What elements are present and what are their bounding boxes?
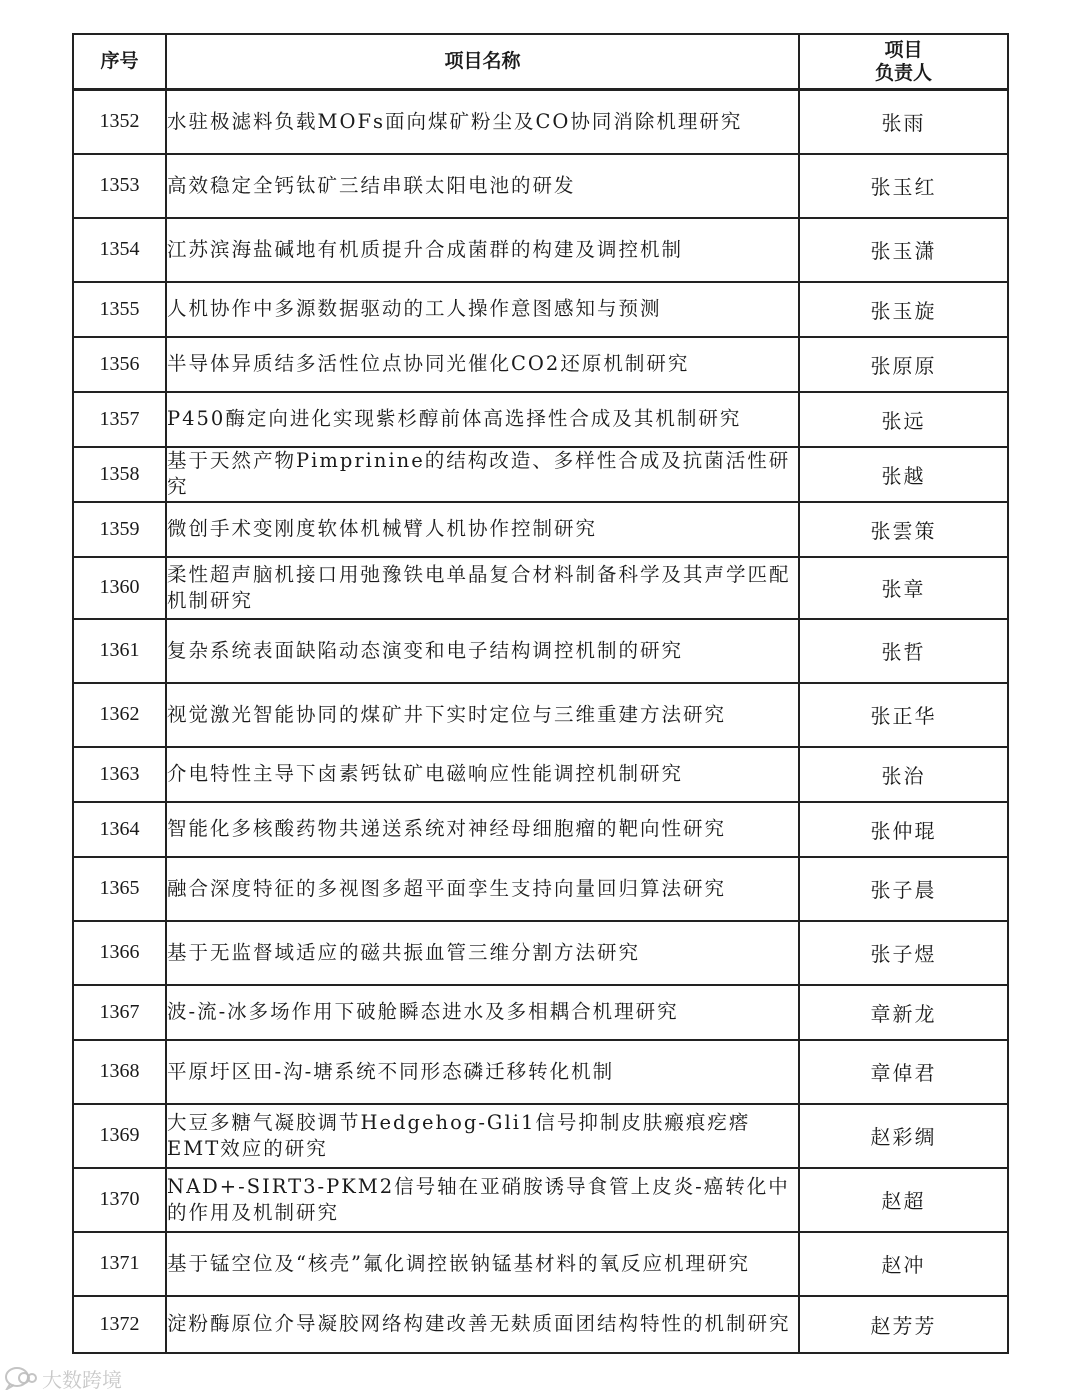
header-leader [799,34,1008,90]
table-row [73,447,1008,502]
project-name: 基于无监督域适应的磁共振血管三维分割方法研究 [166,921,799,985]
project-name: 复杂系统表面缺陷动态演变和电子结构调控机制的研究 [166,619,799,683]
project-name: P450酶定向进化实现紫杉醇前体高选择性合成及其机制研究 [166,392,799,447]
project-leader: 张子晨 [799,857,1008,921]
table-row [73,557,1008,619]
table-row [73,921,1008,985]
header-row [73,34,1008,90]
project-leader: 张雨 [799,90,1008,154]
header-leader-line1: 项目 [884,38,923,61]
project-leader: 张哲 [799,619,1008,683]
project-name: 平原圩区田-沟-塘系统不同形态磷迁移转化机制 [166,1040,799,1104]
row-number: 1370 [73,1168,166,1232]
project-leader: 张正华 [799,683,1008,747]
table-body [73,90,1008,1353]
row-number: 1363 [73,747,166,802]
project-name: 柔性超声脑机接口用弛豫铁电单晶复合材料制备科学及其声学匹配机制研究 [166,557,799,619]
project-name: 视觉激光智能协同的煤矿井下实时定位与三维重建方法研究 [166,683,799,747]
project-name: 基于锰空位及“核壳”氟化调控嵌钠锰基材料的氧反应机理研究 [166,1232,799,1296]
row-number: 1372 [73,1296,166,1353]
project-name: 人机协作中多源数据驱动的工人操作意图感知与预测 [166,282,799,337]
row-number: 1357 [73,392,166,447]
project-name: 淀粉酶原位介导凝胶网络构建改善无麸质面团结构特性的机制研究 [166,1296,799,1353]
project-leader: 赵芳芳 [799,1296,1008,1353]
row-number: 1356 [73,337,166,392]
table-row [73,747,1008,802]
project-leader: 赵冲 [799,1232,1008,1296]
table-row [73,619,1008,683]
header-project-name: 项目名称 [166,34,799,90]
table-row [73,337,1008,392]
row-number: 1371 [73,1232,166,1296]
row-number: 1360 [73,557,166,619]
project-leader: 张越 [799,447,1008,502]
project-name: 智能化多核酸药物共递送系统对神经母细胞瘤的靶向性研究 [166,802,799,857]
table-row [73,802,1008,857]
project-name: 水驻极滤料负载MOFs面向煤矿粉尘及CO协同消除机理研究 [166,90,799,154]
row-number: 1358 [73,447,166,502]
project-name: 介电特性主导下卤素钙钛矿电磁响应性能调控机制研究 [166,747,799,802]
project-table [72,33,1009,1354]
header-leader-line2: 负责人 [874,61,932,84]
project-leader: 张玉潇 [799,218,1008,282]
project-name: 大豆多糖气凝胶调节Hedgehog-Gli1信号抑制皮肤瘢痕疙瘩EMT效应的研究 [166,1104,799,1168]
row-number: 1361 [73,619,166,683]
project-leader: 张仲琨 [799,802,1008,857]
project-leader: 章新龙 [799,985,1008,1040]
row-number: 1359 [73,502,166,557]
project-name: 波-流-冰多场作用下破舱瞬态进水及多相耦合机理研究 [166,985,799,1040]
project-leader: 赵超 [799,1168,1008,1232]
table-row [73,1040,1008,1104]
table-row [73,154,1008,218]
table-row [73,502,1008,557]
project-leader: 章倬君 [799,1040,1008,1104]
table-row [73,1168,1008,1232]
table-row [73,90,1008,154]
table-row [73,1104,1008,1168]
project-name: 融合深度特征的多视图多超平面孪生支持向量回归算法研究 [166,857,799,921]
row-number: 1369 [73,1104,166,1168]
watermark-text: 大数跨境 [42,1367,122,1392]
table-row [73,683,1008,747]
table-row [73,282,1008,337]
table-row [73,218,1008,282]
project-name: 基于天然产物Pimprinine的结构改造、多样性合成及抗菌活性研究 [166,447,799,502]
chat-bubble-logo-icon [4,1366,38,1390]
table-row [73,1296,1008,1353]
row-number: 1365 [73,857,166,921]
project-leader: 张玉旋 [799,282,1008,337]
row-number: 1362 [73,683,166,747]
project-name: 半导体异质结多活性位点协同光催化CO2还原机制研究 [166,337,799,392]
project-leader: 张雲策 [799,502,1008,557]
project-leader: 张玉红 [799,154,1008,218]
project-name: 高效稳定全钙钛矿三结串联太阳电池的研发 [166,154,799,218]
table-row [73,857,1008,921]
table-row [73,1232,1008,1296]
project-name: 江苏滨海盐碱地有机质提升合成菌群的构建及调控机制 [166,218,799,282]
row-number: 1354 [73,218,166,282]
project-leader: 张原原 [799,337,1008,392]
row-number: 1355 [73,282,166,337]
project-leader: 赵彩绸 [799,1104,1008,1168]
project-leader: 张章 [799,557,1008,619]
row-number: 1368 [73,1040,166,1104]
project-leader: 张远 [799,392,1008,447]
project-name: 微创手术变刚度软体机械臂人机协作控制研究 [166,502,799,557]
project-name: NAD+-SIRT3-PKM2信号轴在亚硝胺诱导食管上皮炎-癌转化中的作用及机制研究 [166,1168,799,1232]
table-row [73,392,1008,447]
table-row [73,985,1008,1040]
project-leader: 张治 [799,747,1008,802]
project-leader: 张子煜 [799,921,1008,985]
row-number: 1353 [73,154,166,218]
row-number: 1367 [73,985,166,1040]
row-number: 1366 [73,921,166,985]
row-number: 1352 [73,90,166,154]
watermark [4,1364,164,1392]
header-num: 序号 [73,34,166,90]
row-number: 1364 [73,802,166,857]
